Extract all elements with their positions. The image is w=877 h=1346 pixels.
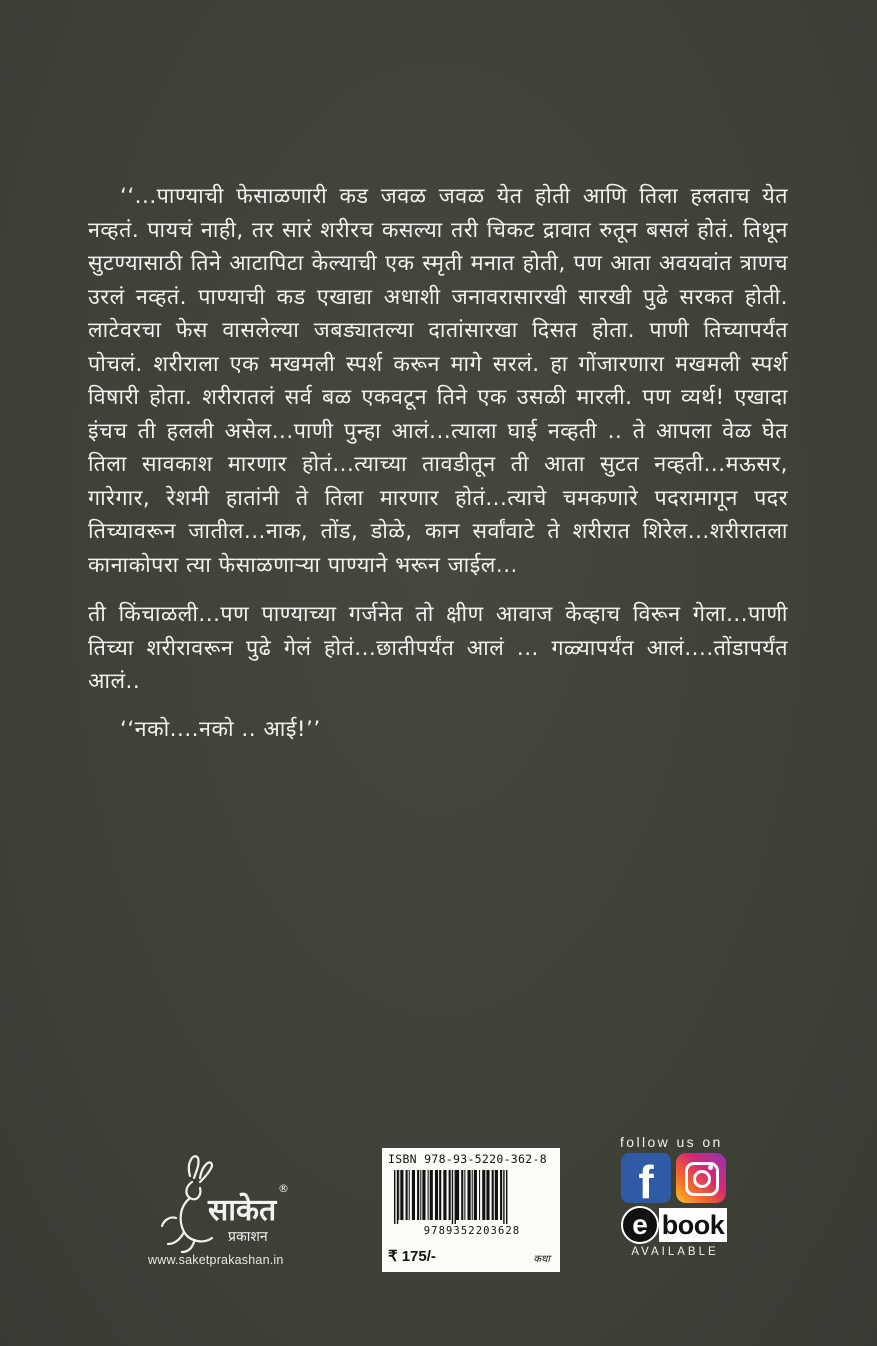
publisher-website[interactable]: www.saketprakashan.in bbox=[148, 1253, 284, 1267]
publisher-logo bbox=[150, 1148, 320, 1268]
instagram-icon[interactable] bbox=[676, 1153, 726, 1203]
back-cover-blurb bbox=[88, 180, 788, 746]
barcode-digits: 9789352203628 bbox=[423, 1225, 521, 1237]
registered-mark: ® bbox=[278, 1182, 289, 1195]
blurb-paragraph-2: ती किंचाळली...पण पाण्याच्या गर्जनेत तो क्षीण आवाज केव्हाच विरून गेला...पाणी तिच्या शरीरावरून पुढे गेलं होतं...छातीपर्यंत आलं ... गळ्यापर्यंत आलं....तोंडापर्यंत आलं.. bbox=[88, 602, 788, 694]
ebook-e-icon: e bbox=[621, 1206, 659, 1244]
barcode bbox=[392, 1170, 550, 1224]
barcode-label bbox=[382, 1148, 560, 1272]
ebook-word: book bbox=[659, 1208, 727, 1242]
publisher-subtext: प्रकाशन bbox=[228, 1229, 268, 1245]
blurb-paragraph-3: ‘‘नको....नको .. आई!’’ bbox=[120, 716, 321, 742]
publisher-wordmark: साकेत bbox=[208, 1193, 277, 1228]
ebook-badge bbox=[621, 1206, 727, 1244]
genre-label: कथा bbox=[533, 1254, 550, 1265]
facebook-icon[interactable]: f bbox=[621, 1153, 671, 1203]
isbn-text: ISBN 978-93-5220-362-8 bbox=[388, 1152, 547, 1166]
blurb-paragraph-1: ‘‘...पाण्याची फेसाळणारी कड जवळ जवळ येत होती आणि तिला हलताच येत नव्हतं. पायचं नाही, तर सारं शरीरच कसल्या तरी चिकट द्रावात रुतून बसलं होतं. तिथून सुटण्यासाठी तिने आटापिटा केल्याची एक स्मृती मनात होती, पण आता अवयवांत त्राणच उरलं नव्हतं. पाण्याची कड एखाद्या अधाशी जनावरासारखी सारखी पुढे सरकत होती. लाटेवरचा फेस वासलेल्या जबड्यातल्या दातांसारखा दिसत होता. पाणी तिच्यापर्यंत पोचलं. शरीराला एक मखमली स्पर्श करून मागे सरलं. हा गोंजारणारा मखमली स्पर्श विषारी होता. शरीरातलं सर्व बळ एकवटून तिने एक उसळी मारली. पण व्यर्थ! एखादा इंचच ती हलली असेल...पाणी पुन्हा आलं...त्याला घाई नव्हती .. ते आपला वेळ घेत तिला सावकाश मारणार होतं...त्याच्या तावडीतून ती आता सुटत नव्हती...मऊसर, गारेगार, रेशमी हातांनी ते तिला मारणार होतं...त्याचे चमकणारे पदरामागून पदर तिच्यावरून जातील...नाक, तोंड, डोळे, कान सर्वांवाटे ते शरीरात शिरेल...शरीरातला कानाकोपरा त्या फेसाळणाऱ्या पाण्याने भरून जाईल... bbox=[88, 184, 788, 578]
available-label: AVAILABLE bbox=[631, 1246, 719, 1258]
rabbit-icon bbox=[162, 1156, 212, 1252]
price: ₹ 175/- bbox=[388, 1248, 436, 1265]
follow-us-label: follow us on bbox=[620, 1134, 723, 1150]
